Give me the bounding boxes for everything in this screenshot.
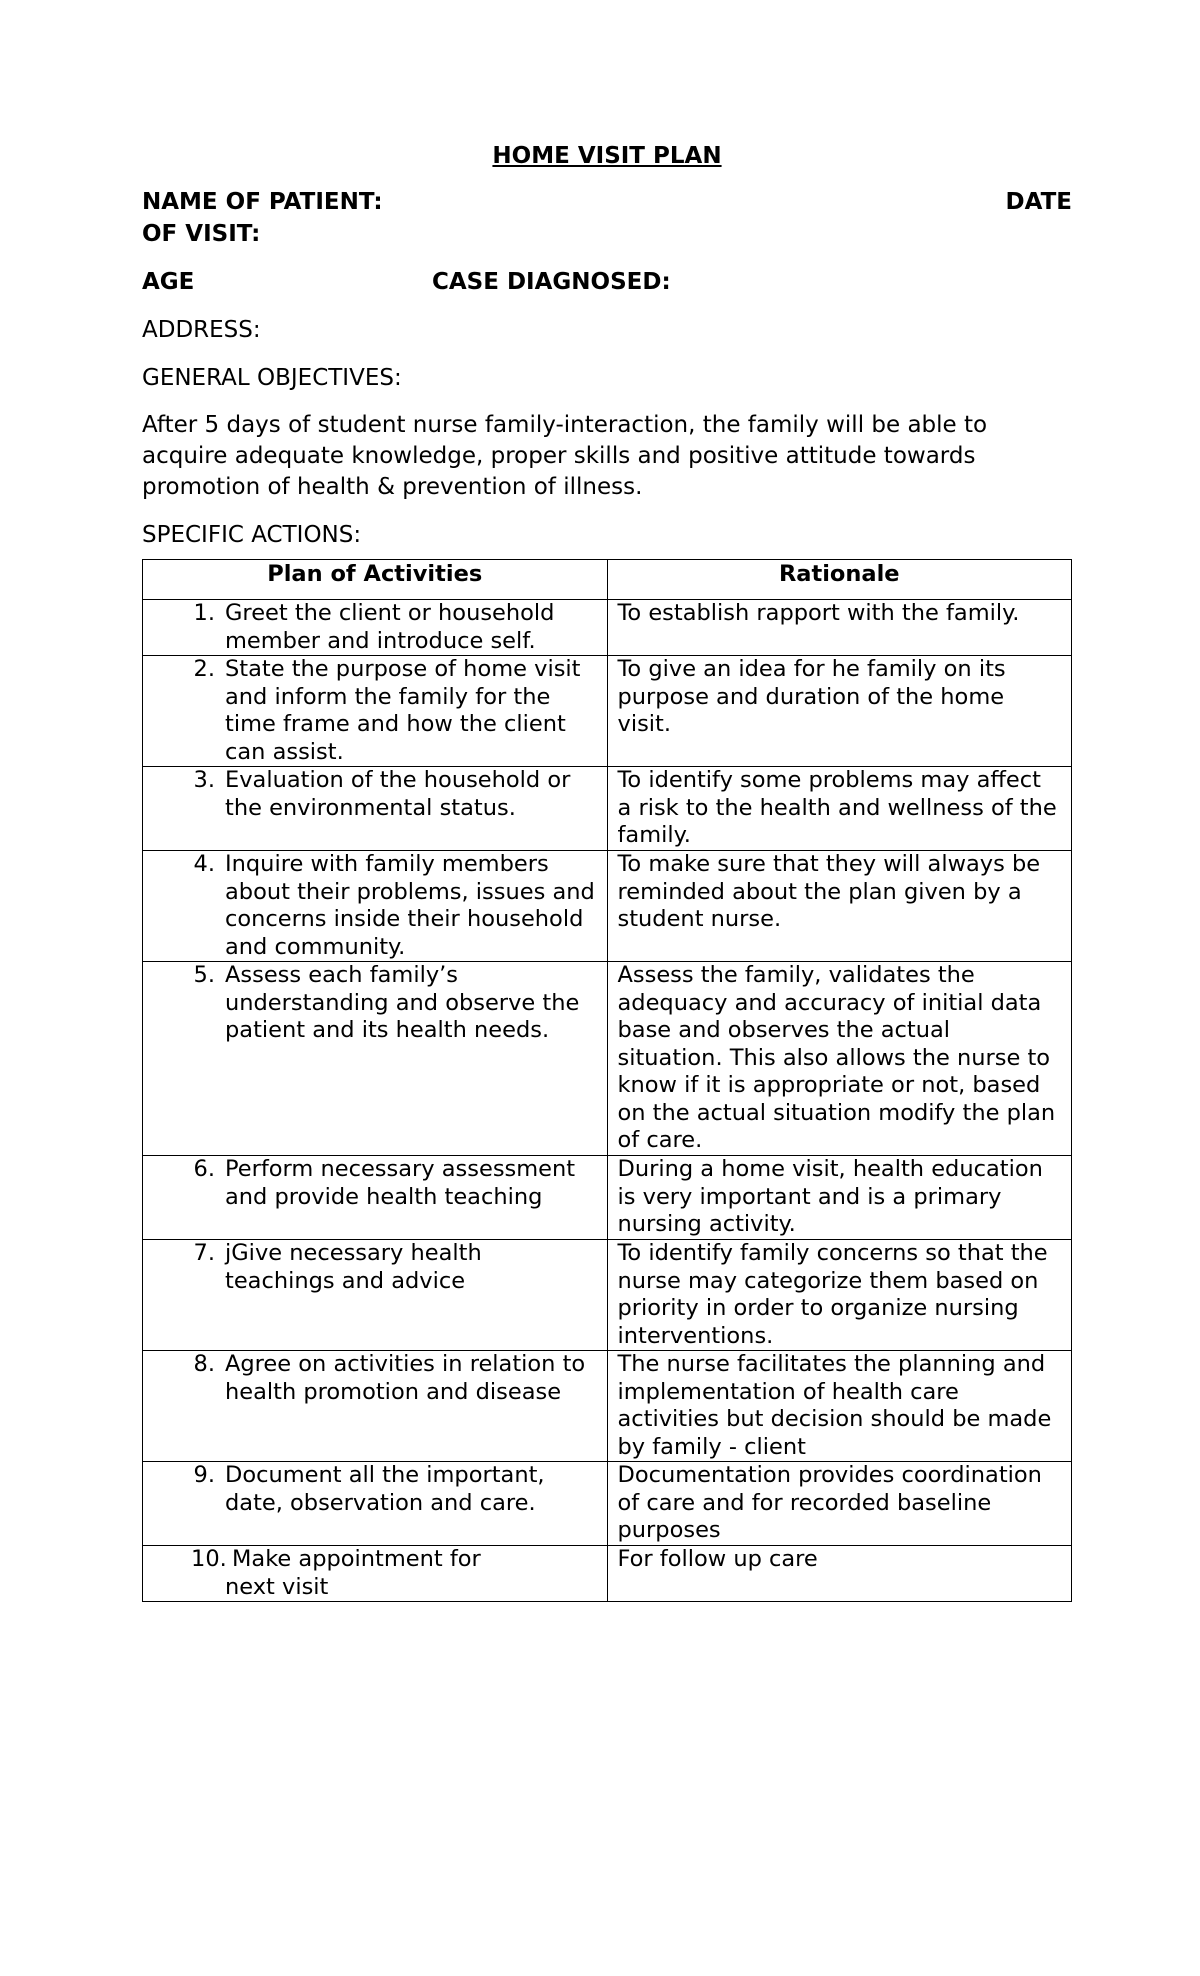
table-row — [143, 1546, 1072, 1602]
rationale-cell: For follow up care — [607, 1546, 1072, 1602]
item-number: 4. — [193, 851, 215, 877]
general-objectives-label: GENERAL OBJECTIVES: — [142, 365, 402, 391]
plan-text: Inquire with family members about their problems, issues and concerns inside their household and community. — [225, 851, 595, 960]
activities-table — [142, 559, 1072, 1602]
plan-cell — [143, 767, 608, 851]
rationale-cell: To identify some problems may affect a risk to the health and wellness of the family. — [607, 767, 1072, 851]
item-number: 1. — [193, 600, 215, 626]
item-number: 9. — [193, 1462, 215, 1488]
rationale-cell: Assess the family, validates the adequacy and accuracy of initial data base and observes the actual situation. This also allows the nurse to know if it is appropriate or not, based on the actual situation modify the plan of care. — [607, 962, 1072, 1156]
rationale-header: Rationale — [607, 560, 1072, 600]
specific-actions-label: SPECIFIC ACTIONS: — [142, 522, 362, 548]
rationale-cell: To establish rapport with the family. — [607, 600, 1072, 656]
plan-text: Perform necessary assessment and provide health teaching — [225, 1156, 576, 1210]
rationale-cell: During a home visit, health education is very important and is a primary nursing activity. — [607, 1156, 1072, 1240]
plan-text: State the purpose of home visit and inform the family for the time frame and how the client can assist. — [225, 656, 581, 765]
age-label: AGE — [142, 269, 195, 295]
age-case-row — [142, 266, 1072, 298]
date-label: DATE — [1005, 189, 1072, 215]
plan-cell — [143, 656, 608, 767]
plan-text: Greet the client or household member and introduce self. — [225, 600, 555, 654]
plan-text: Assess each family’s understanding and observe the patient and its health needs. — [225, 962, 580, 1043]
table-row — [143, 1462, 1072, 1546]
table-row — [143, 1156, 1072, 1240]
rationale-cell: To identify family concerns so that the nurse may categorize them based on priority in order to organize nursing interventions. — [607, 1240, 1072, 1351]
plan-cell — [143, 1546, 608, 1602]
plan-cell — [143, 962, 608, 1156]
table-row — [143, 1240, 1072, 1351]
of-visit-label: OF VISIT: — [142, 221, 261, 247]
item-number: 6. — [193, 1156, 215, 1182]
item-number: 2. — [193, 656, 215, 682]
rationale-cell: The nurse facilitates the planning and implementation of health care activities but decision should be made by family - client — [607, 1351, 1072, 1462]
table-row — [143, 1351, 1072, 1462]
document-title: HOME VISIT PLAN — [492, 143, 722, 169]
plan-cell — [143, 851, 608, 962]
plan-cell — [143, 1462, 608, 1546]
table-row — [143, 851, 1072, 962]
item-number: 10. — [191, 1546, 227, 1572]
item-number: 8. — [193, 1351, 215, 1377]
document-page — [142, 140, 1072, 1602]
plan-cell — [143, 1156, 608, 1240]
address-label: ADDRESS: — [142, 317, 261, 343]
rationale-cell: To make sure that they will always be reminded about the plan given by a student nurse. — [607, 851, 1072, 962]
patient-name-label: NAME OF PATIENT: — [142, 189, 383, 215]
item-number: 5. — [193, 962, 215, 988]
plan-text: Document all the important, date, observation and care. — [225, 1462, 545, 1516]
plan-text: Evaluation of the household or the environmental status. — [225, 767, 571, 821]
plan-text: jGive necessary health teachings and advice — [225, 1240, 482, 1294]
item-number: 7. — [193, 1240, 215, 1266]
case-diagnosed-label: CASE DIAGNOSED: — [432, 269, 671, 295]
plan-text-line1: Make appointment for — [232, 1546, 481, 1572]
table-row — [143, 767, 1072, 851]
plan-text: Agree on activities in relation to health promotion and disease — [225, 1351, 586, 1405]
item-number: 3. — [193, 767, 215, 793]
plan-cell — [143, 600, 608, 656]
table-row — [143, 962, 1072, 1156]
objective-paragraph: After 5 days of student nurse family-interaction, the family will be able to acquire adequate knowledge, proper skills and positive attitude towards promotion of health & prevention of illness. — [142, 412, 988, 500]
plan-text-line2: next visit — [225, 1573, 329, 1600]
rationale-cell: To give an idea for he family on its purpose and duration of the home visit. — [607, 656, 1072, 767]
plan-cell — [143, 1351, 608, 1462]
table-header-row — [143, 560, 1072, 600]
patient-name-row — [142, 186, 1072, 218]
table-row — [143, 656, 1072, 767]
rationale-cell: Documentation provides coordination of care and for recorded baseline purposes — [607, 1462, 1072, 1546]
plan-cell — [143, 1240, 608, 1351]
plan-header: Plan of Activities — [143, 560, 608, 600]
table-row — [143, 600, 1072, 656]
